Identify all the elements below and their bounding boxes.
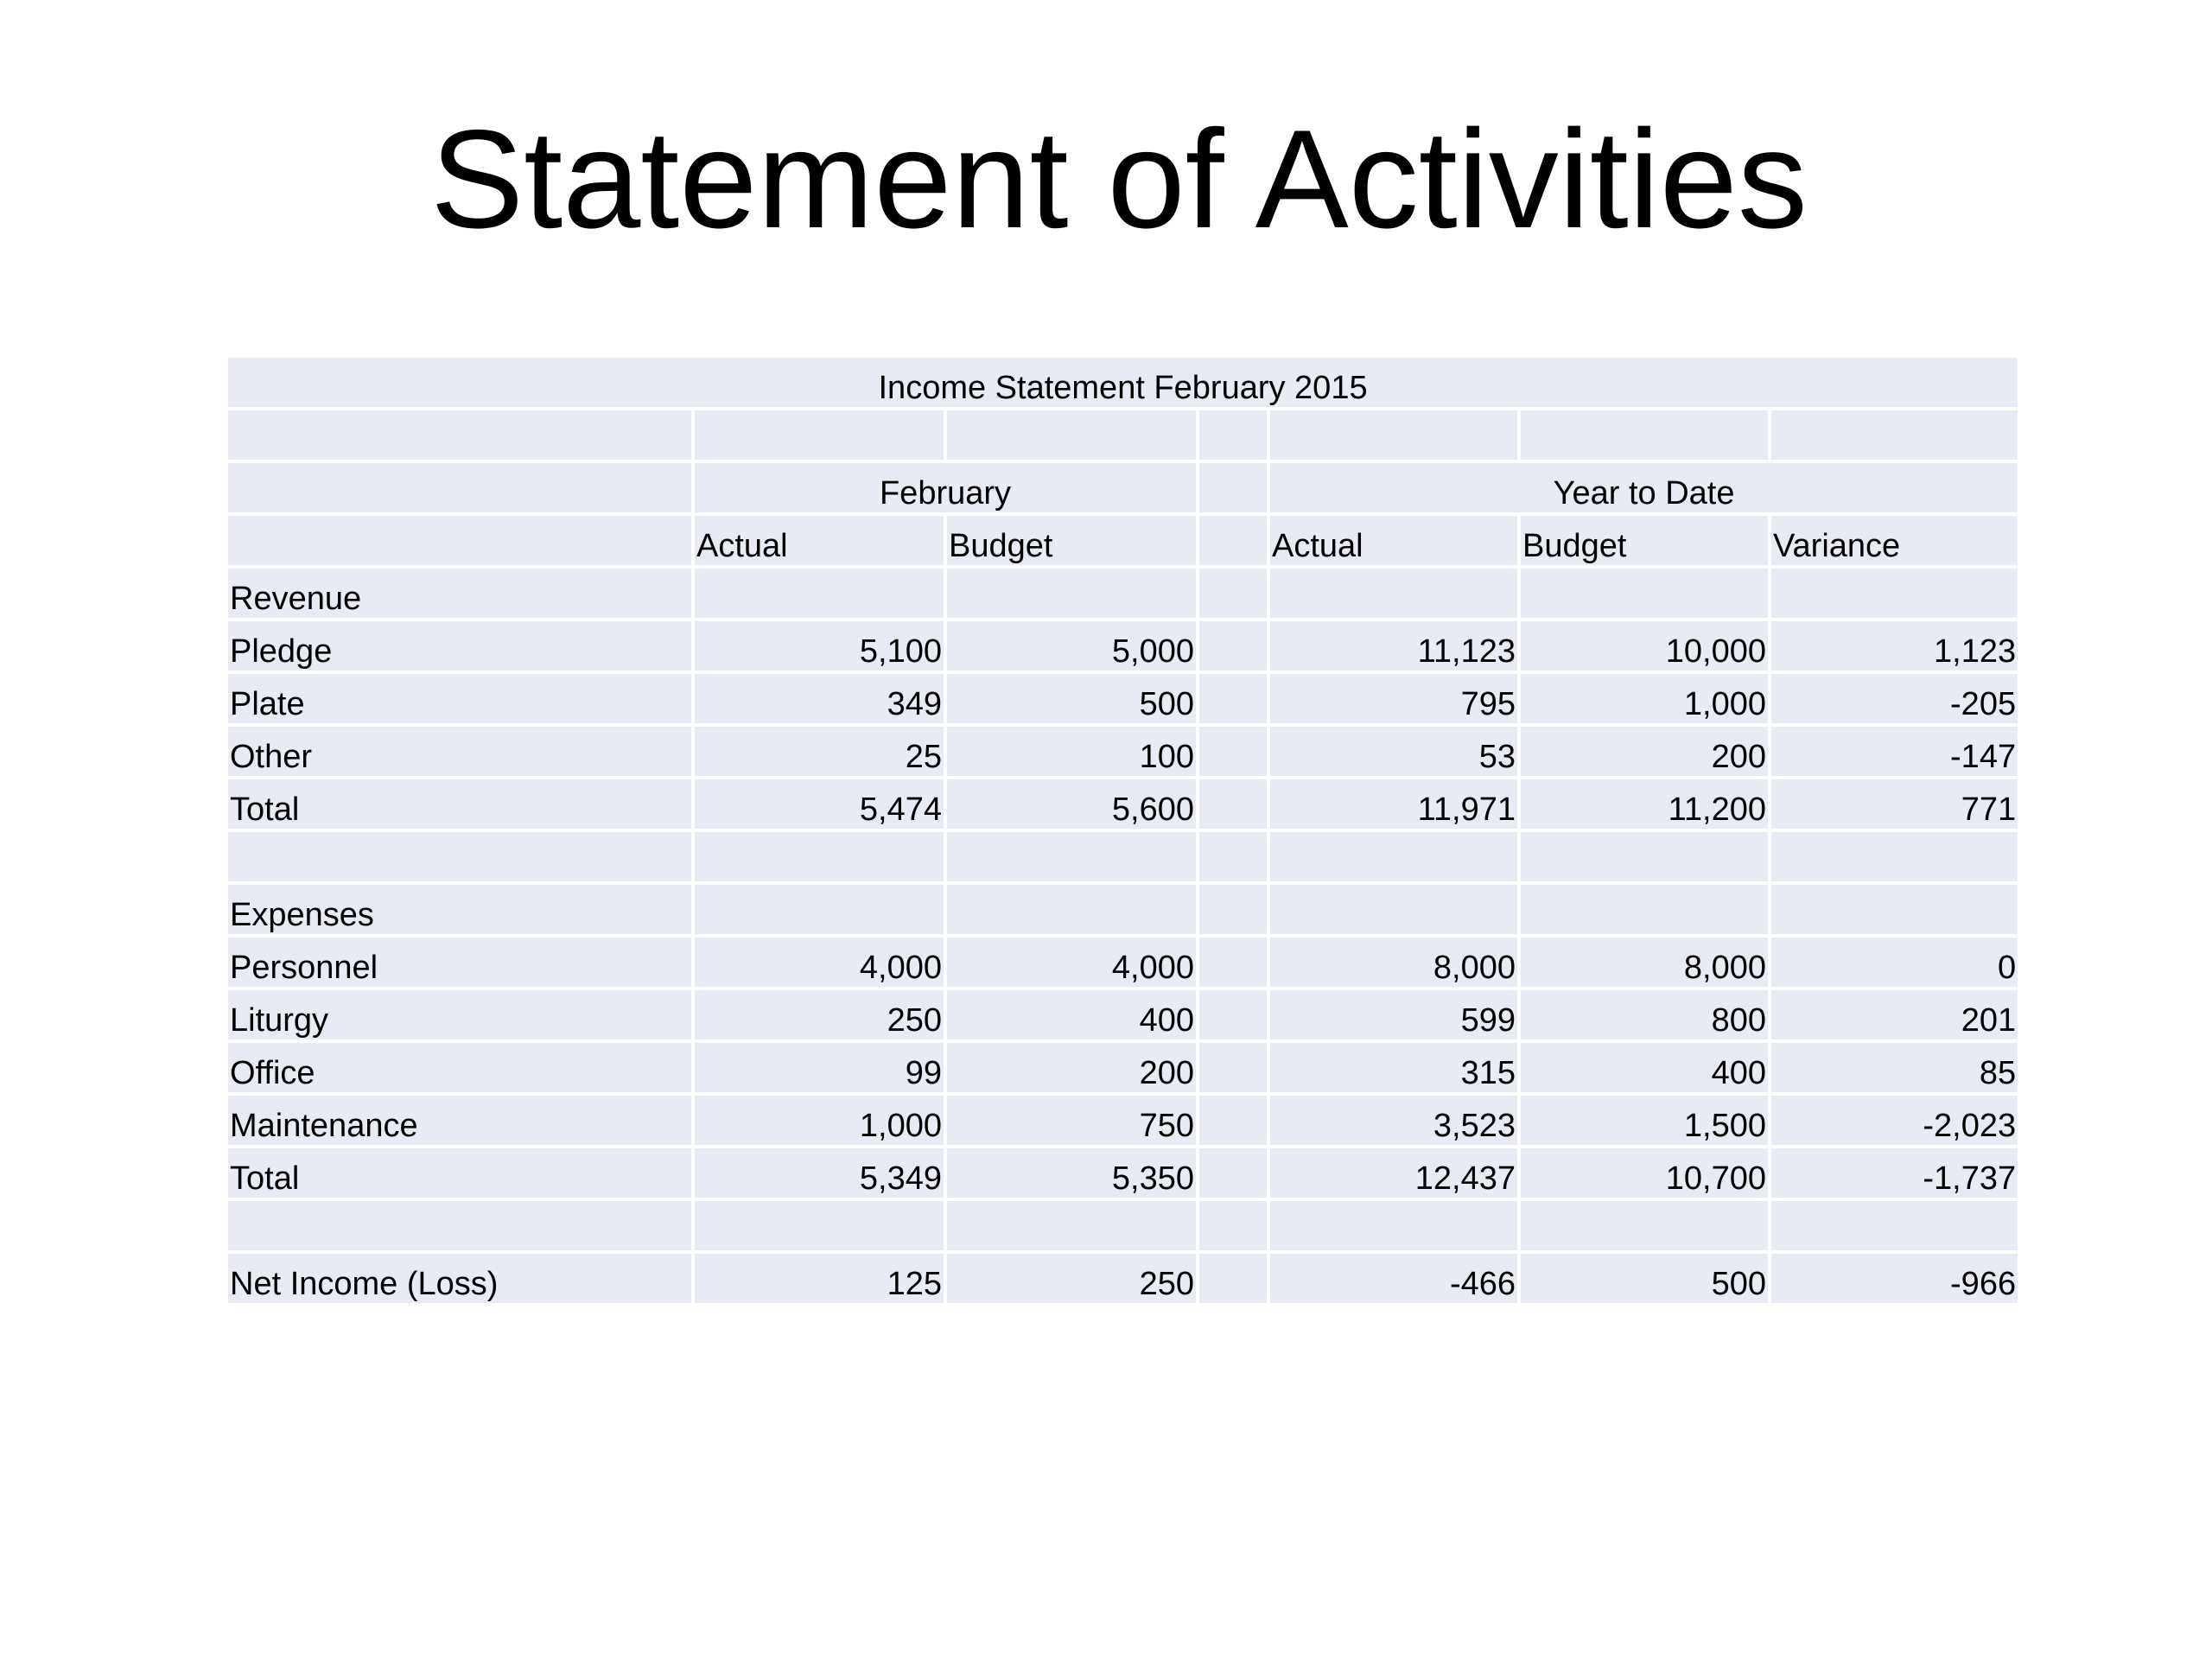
ytd-budget-cell: 10,700: [1519, 1147, 1770, 1199]
ytd-budget-cell: 800: [1519, 988, 1770, 1041]
empty-cell: [1198, 409, 1268, 461]
group-header-row: [226, 461, 2019, 514]
feb-budget-cell: 100: [945, 725, 1198, 778]
column-header-feb-actual: Actual: [693, 514, 945, 567]
empty-cell: [1770, 1199, 2019, 1252]
ytd-actual-cell: 53: [1268, 725, 1519, 778]
section-label-expenses: Expenses: [226, 883, 693, 936]
empty-cell: [226, 461, 693, 514]
column-header-ytd-variance: Variance: [1770, 514, 2019, 567]
spacer-row: [226, 830, 2019, 883]
table-caption: Income Statement February 2015: [226, 356, 2019, 409]
empty-cell: [1198, 725, 1268, 778]
group-header-february: February: [693, 461, 1198, 514]
variance-cell: 85: [1770, 1041, 2019, 1094]
feb-actual-cell: 250: [693, 988, 945, 1041]
row-label: Net Income (Loss): [226, 1252, 693, 1305]
empty-cell: [1198, 1094, 1268, 1147]
feb-budget-cell: 5,600: [945, 778, 1198, 830]
empty-cell: [1268, 830, 1519, 883]
empty-cell: [1519, 883, 1770, 936]
empty-cell: [226, 514, 693, 567]
feb-budget-cell: 250: [945, 1252, 1198, 1305]
variance-cell: -147: [1770, 725, 2019, 778]
ytd-actual-cell: 11,971: [1268, 778, 1519, 830]
feb-actual-cell: 125: [693, 1252, 945, 1305]
table-row: [226, 936, 2019, 988]
empty-cell: [226, 830, 693, 883]
empty-cell: [693, 409, 945, 461]
section-row-revenue: [226, 567, 2019, 620]
empty-cell: [1198, 1147, 1268, 1199]
variance-cell: -1,737: [1770, 1147, 2019, 1199]
empty-cell: [1198, 1252, 1268, 1305]
ytd-actual-cell: 12,437: [1268, 1147, 1519, 1199]
empty-cell: [1268, 409, 1519, 461]
income-statement-table: [225, 354, 2021, 1306]
column-header-ytd-actual: Actual: [1268, 514, 1519, 567]
row-label: Total: [226, 1147, 693, 1199]
feb-actual-cell: 25: [693, 725, 945, 778]
spacer-row: [226, 409, 2019, 461]
empty-cell: [1198, 567, 1268, 620]
table-row: [226, 1041, 2019, 1094]
ytd-budget-cell: 1,000: [1519, 672, 1770, 725]
row-label: Pledge: [226, 620, 693, 672]
section-row-expenses: [226, 883, 2019, 936]
empty-cell: [226, 409, 693, 461]
feb-actual-cell: 5,474: [693, 778, 945, 830]
feb-budget-cell: 200: [945, 1041, 1198, 1094]
empty-cell: [1519, 567, 1770, 620]
empty-cell: [1198, 883, 1268, 936]
empty-cell: [693, 567, 945, 620]
empty-cell: [1268, 567, 1519, 620]
column-header-feb-budget: Budget: [945, 514, 1198, 567]
empty-cell: [1519, 830, 1770, 883]
row-label: Office: [226, 1041, 693, 1094]
row-label: Other: [226, 725, 693, 778]
variance-cell: -2,023: [1770, 1094, 2019, 1147]
empty-cell: [693, 1199, 945, 1252]
ytd-actual-cell: 795: [1268, 672, 1519, 725]
variance-cell: -966: [1770, 1252, 2019, 1305]
table-row: [226, 620, 2019, 672]
feb-actual-cell: 349: [693, 672, 945, 725]
empty-cell: [1198, 514, 1268, 567]
empty-cell: [945, 409, 1198, 461]
ytd-budget-cell: 200: [1519, 725, 1770, 778]
empty-cell: [945, 830, 1198, 883]
row-label: Total: [226, 778, 693, 830]
ytd-actual-cell: 599: [1268, 988, 1519, 1041]
ytd-budget-cell: 500: [1519, 1252, 1770, 1305]
variance-cell: -205: [1770, 672, 2019, 725]
variance-cell: 201: [1770, 988, 2019, 1041]
empty-cell: [1198, 988, 1268, 1041]
ytd-actual-cell: 315: [1268, 1041, 1519, 1094]
feb-actual-cell: 4,000: [693, 936, 945, 988]
empty-cell: [1770, 883, 2019, 936]
empty-cell: [226, 1199, 693, 1252]
ytd-budget-cell: 1,500: [1519, 1094, 1770, 1147]
row-label: Plate: [226, 672, 693, 725]
table-row: [226, 672, 2019, 725]
empty-cell: [945, 1199, 1198, 1252]
variance-cell: 0: [1770, 936, 2019, 988]
empty-cell: [1770, 409, 2019, 461]
column-header-ytd-budget: Budget: [1519, 514, 1770, 567]
empty-cell: [1268, 1199, 1519, 1252]
empty-cell: [1519, 409, 1770, 461]
table-row: [226, 988, 2019, 1041]
spacer-row: [226, 1199, 2019, 1252]
empty-cell: [693, 830, 945, 883]
feb-actual-cell: 5,349: [693, 1147, 945, 1199]
slide-title: Statement of Activities: [430, 101, 1808, 257]
empty-cell: [1198, 936, 1268, 988]
row-label: Liturgy: [226, 988, 693, 1041]
feb-budget-cell: 400: [945, 988, 1198, 1041]
caption-row: [226, 356, 2019, 409]
ytd-actual-cell: 3,523: [1268, 1094, 1519, 1147]
empty-cell: [1770, 830, 2019, 883]
group-header-year-to-date: Year to Date: [1268, 461, 2019, 514]
feb-budget-cell: 500: [945, 672, 1198, 725]
section-label-revenue: Revenue: [226, 567, 693, 620]
variance-cell: 771: [1770, 778, 2019, 830]
empty-cell: [1198, 830, 1268, 883]
row-label: Personnel: [226, 936, 693, 988]
net-income-row: [226, 1252, 2019, 1305]
empty-cell: [945, 883, 1198, 936]
table-row: [226, 1094, 2019, 1147]
row-label: Maintenance: [226, 1094, 693, 1147]
empty-cell: [1519, 1199, 1770, 1252]
empty-cell: [1770, 567, 2019, 620]
ytd-budget-cell: 10,000: [1519, 620, 1770, 672]
table-row: [226, 778, 2019, 830]
feb-budget-cell: 5,000: [945, 620, 1198, 672]
feb-actual-cell: 99: [693, 1041, 945, 1094]
income-statement-table-container: [225, 354, 2018, 1306]
empty-cell: [1198, 620, 1268, 672]
ytd-budget-cell: 400: [1519, 1041, 1770, 1094]
empty-cell: [1198, 672, 1268, 725]
column-header-row: [226, 514, 2019, 567]
feb-actual-cell: 5,100: [693, 620, 945, 672]
empty-cell: [1198, 778, 1268, 830]
empty-cell: [693, 883, 945, 936]
variance-cell: 1,123: [1770, 620, 2019, 672]
ytd-actual-cell: 11,123: [1268, 620, 1519, 672]
empty-cell: [1198, 1041, 1268, 1094]
ytd-actual-cell: 8,000: [1268, 936, 1519, 988]
empty-cell: [1198, 1199, 1268, 1252]
table-row: [226, 1147, 2019, 1199]
empty-cell: [945, 567, 1198, 620]
feb-budget-cell: 750: [945, 1094, 1198, 1147]
empty-cell: [1198, 461, 1268, 514]
feb-budget-cell: 4,000: [945, 936, 1198, 988]
feb-budget-cell: 5,350: [945, 1147, 1198, 1199]
ytd-actual-cell: -466: [1268, 1252, 1519, 1305]
ytd-budget-cell: 11,200: [1519, 778, 1770, 830]
ytd-budget-cell: 8,000: [1519, 936, 1770, 988]
feb-actual-cell: 1,000: [693, 1094, 945, 1147]
empty-cell: [1268, 883, 1519, 936]
table-row: [226, 725, 2019, 778]
